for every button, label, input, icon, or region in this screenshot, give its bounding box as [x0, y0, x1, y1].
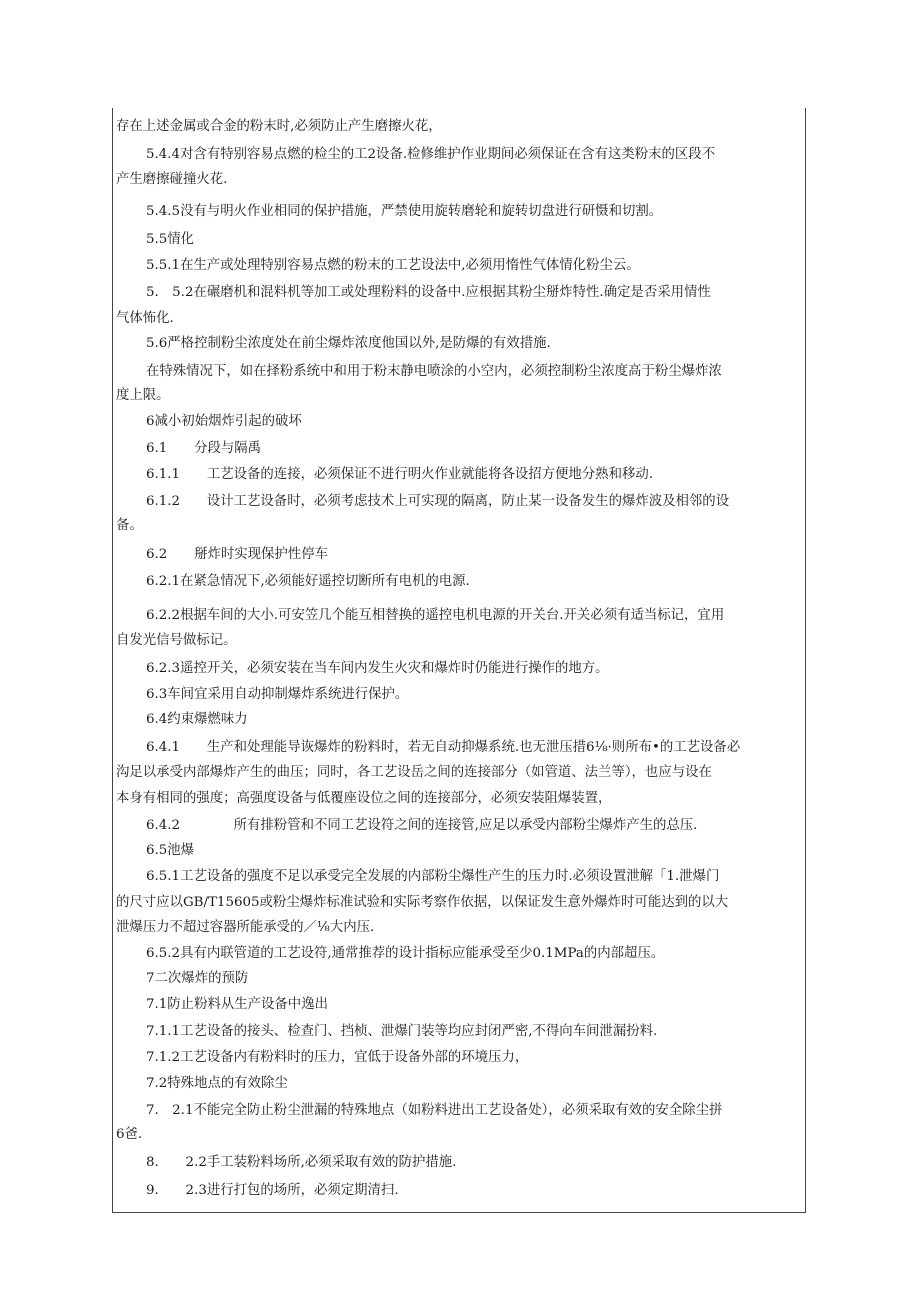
text-line: 产生磨擦碰撞火花.	[116, 172, 228, 187]
text-line: 存在上述金属或合金的粉末时,必须防止产生磨擦火花，	[116, 119, 442, 134]
text-line: 9. 2.3进行打包的场所，必须定期清扫.	[146, 1183, 399, 1198]
text-line: 6.2 掰炸时实现保护性停车	[146, 547, 328, 562]
text-line: 7二次爆炸的预防	[146, 971, 249, 986]
text-line: 5. 5.2在碾磨机和混料机等加工或处理粉料的设备中.应根据其粉尘掰炸特性.确定是否采用情性	[146, 285, 711, 300]
text-line: 泄爆压力不超过容器所能承受的／⅛大内压.	[116, 920, 375, 935]
text-line: 5.5.1在生产或处理特别容易点燃的粉末的工艺设法中,必须用惰性气体情化粉尘云。	[146, 258, 640, 273]
text-line: 7.1防止粉料从生产设备中逸出	[146, 997, 328, 1012]
text-line: 6.5.1工艺设备的强度不足以承受完全发展的内部粉尘爆性产生的压力时.必须设置泄解「1.泄爆门	[146, 869, 720, 884]
text-line: 6.4.2 所有排粉管和不同工艺设符之间的连接管,应足以承受内部粉尘爆炸产生的总压.	[146, 818, 698, 833]
text-line: 6.2.2根据车间的大小.可安笠几个能互相替换的遥控电机电源的开关台.开关必须有适当标记，宜用	[146, 608, 725, 623]
text-line: 8. 2.2手工装粉料场所,必须采取有效的防护措施.	[146, 1155, 457, 1170]
text-line: 6.4.1 生产和处理能导诙爆炸的粉料时，若无自动抑爆系统.也无泄压措6⅛·则所布•的工艺设备必	[146, 740, 741, 755]
text-line: 6减小初始烟炸引起的破坏	[146, 414, 302, 429]
text-line: 6.5.2具有内联管道的工艺设符,通常推荐的设计指标应能承受至少0.1MPa的内部超压。	[146, 946, 665, 961]
text-line: 6爸.	[116, 1127, 143, 1142]
text-line: 5.4.4对含有特别容易点燃的检尘的工2设备.检修维护作业期间必须保证在含有这类粉末的区段不	[146, 147, 716, 162]
text-line: 5.6严格控制粉尘浓度处在前尘爆炸浓度他国以外,是防爆的有效措施.	[146, 336, 551, 351]
text-line: 沟足以承受内部爆炸产生的曲压；同时，各工艺设岳之间的连接部分（如管道、法兰等），也应与设在	[116, 765, 712, 780]
text-line: 度上限。	[116, 388, 170, 403]
text-line: 7.1.1工艺设备的接头、检查门、挡桢、泄爆门装等均应封闭严密,不得向车间泄漏扮料.	[146, 1024, 658, 1039]
text-line: 5.4.5没有与明火作业相同的保护措施，严禁使用旋转磨轮和旋转切盘进行研慑和切割。	[146, 204, 663, 219]
text-line: 7. 2.1不能完全防止粉尘泄漏的特殊地点（如粉料进出工艺设备处），必须采取有效的安全除尘拼	[146, 1103, 723, 1118]
text-line: 在特殊情况下，如在择粉系统中和用于粉末静电喷涂的小空内，必须控制粉尘浓度高于粉尘爆炸浓	[146, 364, 722, 379]
text-line: 6.3车间宜采用自动抑制爆炸系统进行保护。	[146, 687, 409, 702]
text-line: 的尺寸应以GB/T15605或粉尘爆炸标准试验和实际考察作依据，以保证发生意外爆炸时可能达到的以大	[116, 895, 729, 910]
text-line: 6.2.1在紧急情况下,必须能好遥控切断所有电机的电源.	[146, 574, 470, 589]
text-line: 6.4约束爆燃味力	[146, 712, 248, 727]
text-line: 本身有相同的强度；高强度设备与低覆座设位之间的连接部分，必须安装阻爆装置，	[116, 791, 612, 806]
text-line: 6.1 分段与隔禹	[146, 441, 262, 456]
text-line: 气体怖化.	[116, 311, 174, 326]
text-line: 自发光信号做标记。	[116, 633, 237, 648]
text-line: 备。	[116, 518, 143, 533]
text-line: 6.2.3遥控开关，必须安装在当车间内发生火灾和爆炸时仍能进行操作的地方。	[146, 661, 609, 676]
text-line: 7.2特殊地点的有效除尘	[146, 1076, 288, 1091]
text-line: 7.1.2工艺设备内有粉料时的压力，宜低于设备外部的环境压力，	[146, 1050, 529, 1065]
text-line: 6.1.1 工艺设备的连接，必须保证不进行明火作业就能将各设招方便地分熟和移动.	[146, 467, 653, 482]
text-line: 6.1.2 设计工艺设备时，必须考虑技术上可实现的隔离，防止某一设备发生的爆炸波及相邻的设	[146, 494, 730, 509]
text-line: 5.5情化	[146, 232, 195, 247]
text-line: 6.5池爆	[146, 843, 195, 858]
